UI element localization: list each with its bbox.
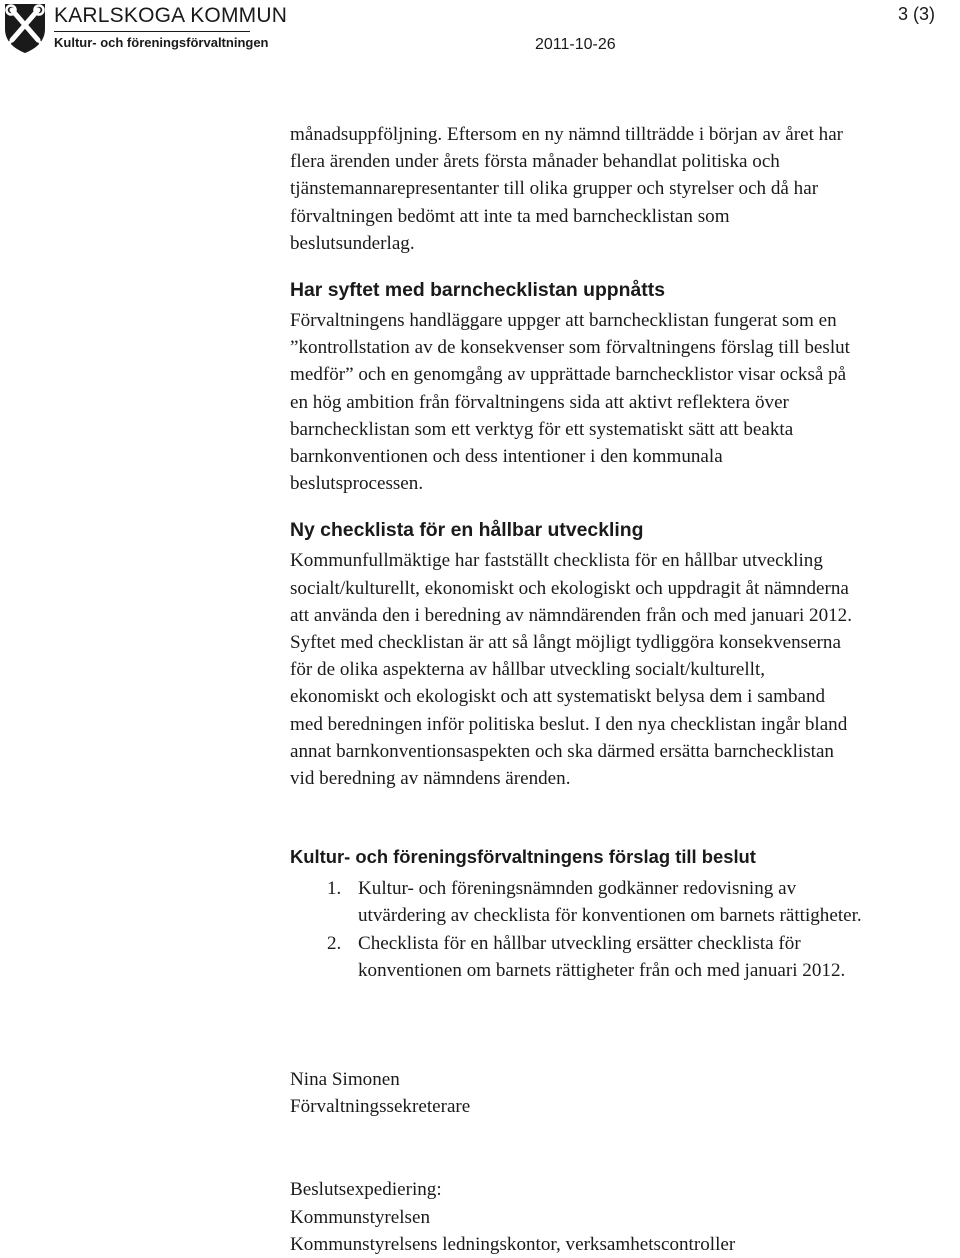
text-line: Kommunfullmäktige har fastställt checklista för en hållbar utveckling	[290, 550, 823, 572]
text-line: barnkonventionen och dess intentioner i den kommunala	[290, 446, 723, 468]
text-line: tjänstemannarepresentanter till olika grupper och styrelser och då har	[290, 178, 819, 200]
text-line: beslutsprocessen.	[290, 473, 424, 495]
text-line: med beredningen inför politiska beslut. I den nya checklistan ingår bland	[290, 713, 848, 735]
text-line: ekonomiskt och ekologiskt och att systematiskt belysa dem i samband	[290, 686, 826, 708]
intro-paragraph	[290, 121, 955, 257]
document-date: 2011-10-26	[535, 36, 616, 53]
text-line: socialt/kulturellt, ekonomiskt och ekologiskt och uppdragit åt nämnderna	[290, 577, 849, 599]
text-line: månadsuppföljning. Eftersom en ny nämnd tillträdde i början av året har	[290, 124, 844, 145]
text-line: medför” och en genomgång av upprättade barnchecklistor visar också på	[290, 364, 847, 386]
proposal-item	[290, 875, 955, 929]
text-line: Kultur- och föreningsnämnden godkänner redovisning av	[358, 878, 797, 900]
distribution-block	[290, 1176, 955, 1258]
purpose-paragraph	[290, 307, 955, 497]
municipal-crest-icon	[2, 2, 48, 54]
text-line: konventionen om barnets rättigheter från och med januari 2012.	[358, 959, 846, 981]
distribution-label: Beslutsexpediering:	[290, 1179, 442, 1201]
organization-logo	[2, 2, 288, 56]
text-line: Syftet med checklistan är att så långt möjligt tydliggöra konsekvenserna	[290, 632, 841, 654]
text-line: att använda den i beredning av nämndärenden från och med januari 2012.	[290, 604, 852, 626]
new-checklist-paragraph	[290, 547, 955, 792]
proposal-item	[290, 930, 955, 984]
logo-divider	[54, 31, 250, 32]
text-line: en hög ambition från förvaltningens sida att aktivt reflektera över	[290, 391, 789, 413]
signature-block	[290, 1066, 955, 1120]
section-heading-new-checklist: Ny checklista för en hållbar utveckling	[290, 519, 644, 542]
text-line: flera ärenden under årets första månader behandlat politiska och	[290, 151, 780, 173]
proposal-list	[290, 875, 955, 984]
text-line: beslutsunderlag.	[290, 232, 415, 254]
page-number: 3 (3)	[898, 4, 936, 24]
item-number: 1.	[327, 878, 342, 900]
text-line: förvaltningen bedömt att inte ta med barnchecklistan som	[290, 205, 730, 227]
distribution-recipient: Kommunstyrelsen	[290, 1206, 431, 1228]
department-name: Kultur- och föreningsförvaltningen	[54, 35, 269, 50]
organization-name: KARLSKOGA KOMMUN	[54, 4, 288, 27]
text-line: för de olika aspekterna av hållbar utveckling socialt/kulturellt,	[290, 659, 766, 681]
text-line: Förvaltningens handläggare uppger att barnchecklistan fungerat som en	[290, 310, 837, 332]
section-heading-purpose: Har syftet med barnchecklistan uppnåtts	[290, 279, 665, 302]
proposal-heading: Kultur- och föreningsförvaltningens förslag till beslut	[290, 846, 756, 868]
text-line: vid beredning av nämndens ärenden.	[290, 768, 571, 790]
text-line: utvärdering av checklista för konventionen om barnets rättigheter.	[358, 905, 862, 927]
text-line: ”kontrollstation av de konsekvenser som förvaltningens förslag till beslut	[290, 337, 850, 359]
text-line: annat barnkonventionsaspekten och ska därmed ersätta barnchecklistan	[290, 740, 834, 762]
signatory-title: Förvaltningssekreterare	[290, 1096, 471, 1118]
distribution-recipient: Kommunstyrelsens ledningskontor, verksamhetscontroller	[290, 1233, 736, 1255]
text-line: barnchecklistan som ett verktyg för ett systematiskt sätt att beakta	[290, 418, 794, 440]
text-line: Checklista för en hållbar utveckling ersätter checklista för	[358, 932, 801, 954]
signatory-name: Nina Simonen	[290, 1069, 400, 1091]
item-number: 2.	[327, 932, 342, 954]
document-body	[290, 121, 955, 1258]
